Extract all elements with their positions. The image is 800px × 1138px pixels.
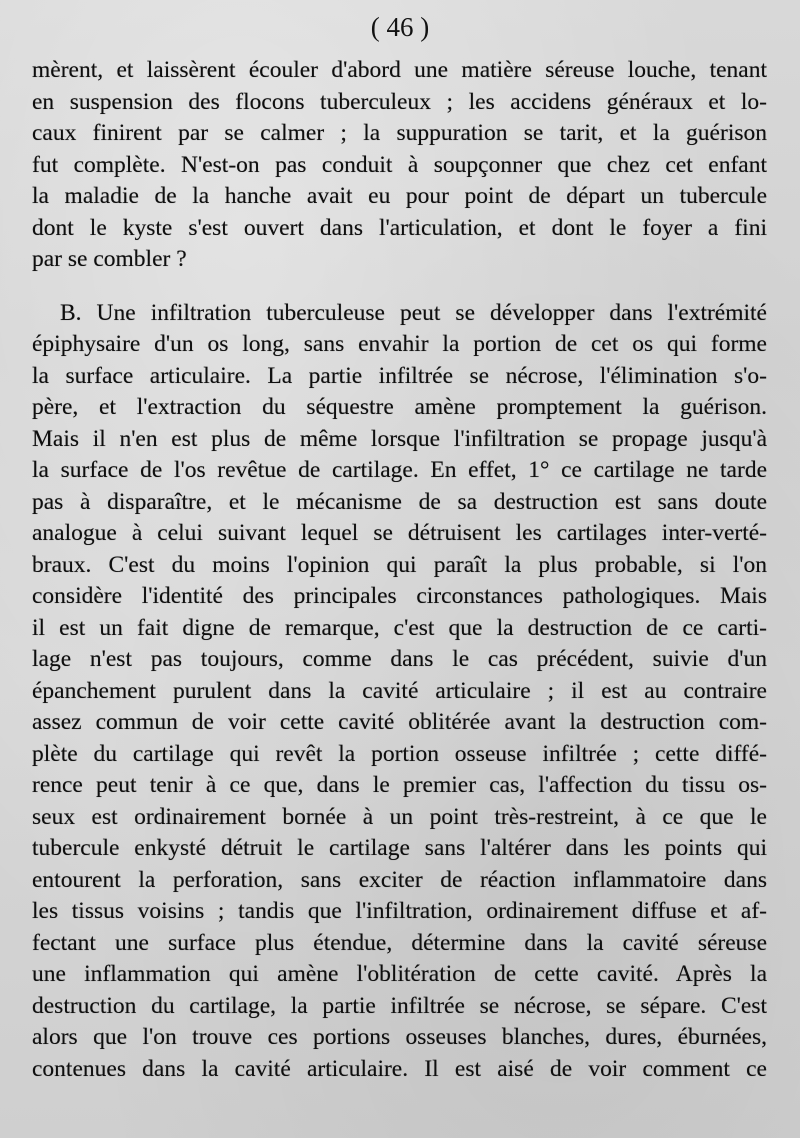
text-line: dont le kyste s'est ouvert dans l'articulation, et dont le foyer a fini	[32, 214, 767, 241]
text-line: assez commun de voir cette cavité oblitérée avant la destruction com-	[32, 709, 767, 735]
text-line: plète du cartilage qui revêt la portion osseuse infiltrée ; cette diffé-	[32, 740, 767, 767]
text-line: épiphysaire d'un os long, sans envahir la portion de cet os qui forme	[32, 331, 767, 357]
text-line: en suspension des flocons tuberculeux ; les accidens généraux et lo-	[32, 88, 767, 115]
text-line: fectant une surface plus étendue, détermine dans la cavité séreuse	[32, 929, 767, 956]
text-line: fut complète. N'est-on pas conduit à soupçonner que chez cet enfant	[32, 151, 767, 178]
text-line: contenues dans la cavité articulaire. Il est aisé de voir comment ce	[32, 1055, 767, 1082]
text-line: considère l'identité des principales circonstances pathologiques. Mais	[32, 583, 767, 609]
paragraph-2	[32, 298, 767, 1086]
text-line: pas à disparaître, et le mécanisme de sa destruction est sans doute	[32, 488, 767, 515]
text-line: Mais il n'en est plus de même lorsque l'infiltration se propage jusqu'à	[32, 425, 767, 452]
text-line: tubercule enkysté détruit le cartilage sans l'altérer dans les points qui	[32, 835, 767, 861]
text-line: B. Une infiltration tuberculeuse peut se développer dans l'extrémité	[60, 299, 767, 326]
paragraph-1	[32, 55, 767, 276]
text-line: la maladie de la hanche avait eu pour point de départ un tubercule	[32, 183, 767, 209]
text-line: seux est ordinairement bornée à un point très-restreint, à ce que le	[32, 803, 767, 830]
text-line: père, et l'extraction du séquestre amène promptement la guérison.	[32, 394, 767, 420]
text-line: rence peut tenir à ce que, dans le premier cas, l'affection du tissu os-	[32, 772, 767, 798]
page-number: ( 46 )	[370, 12, 430, 42]
text-line: braux. C'est du moins l'opinion qui paraît la plus probable, si l'on	[32, 551, 767, 578]
text-line: analogue à celui suivant lequel se détruisent les cartilages inter-verté-	[32, 520, 767, 546]
body-text	[32, 55, 767, 1085]
text-line: par se combler ?	[32, 246, 187, 272]
text-line: épanchement purulent dans la cavité articulaire ; il est au contraire	[32, 677, 767, 704]
text-line: les tissus voisins ; tandis que l'infiltration, ordinairement diffuse et af-	[32, 898, 767, 924]
text-line: mèrent, et laissèrent écouler d'abord une matière séreuse louche, tenant	[32, 57, 767, 83]
text-line: la surface articulaire. La partie infiltrée se nécrose, l'élimination s'o-	[32, 362, 767, 389]
text-line: il est un fait digne de remarque, c'est que la destruction de ce carti-	[32, 614, 767, 641]
text-line: la surface de l'os revêtue de cartilage. En effet, 1° ce cartilage ne tarde	[32, 457, 767, 483]
text-line: entourent la perforation, sans exciter de réaction inflammatoire dans	[32, 866, 767, 893]
text-line: lage n'est pas toujours, comme dans le cas précédent, suivie d'un	[32, 646, 767, 672]
text-line: destruction du cartilage, la partie infiltrée se nécrose, se sépare. C'est	[32, 992, 767, 1019]
text-line: alors que l'on trouve ces portions osseuses blanches, dures, éburnées,	[32, 1024, 767, 1050]
text-line: une inflammation qui amène l'oblitération de cette cavité. Après la	[32, 961, 767, 987]
text-line: caux finirent par se calmer ; la suppuration se tarit, et la guérison	[32, 120, 767, 146]
